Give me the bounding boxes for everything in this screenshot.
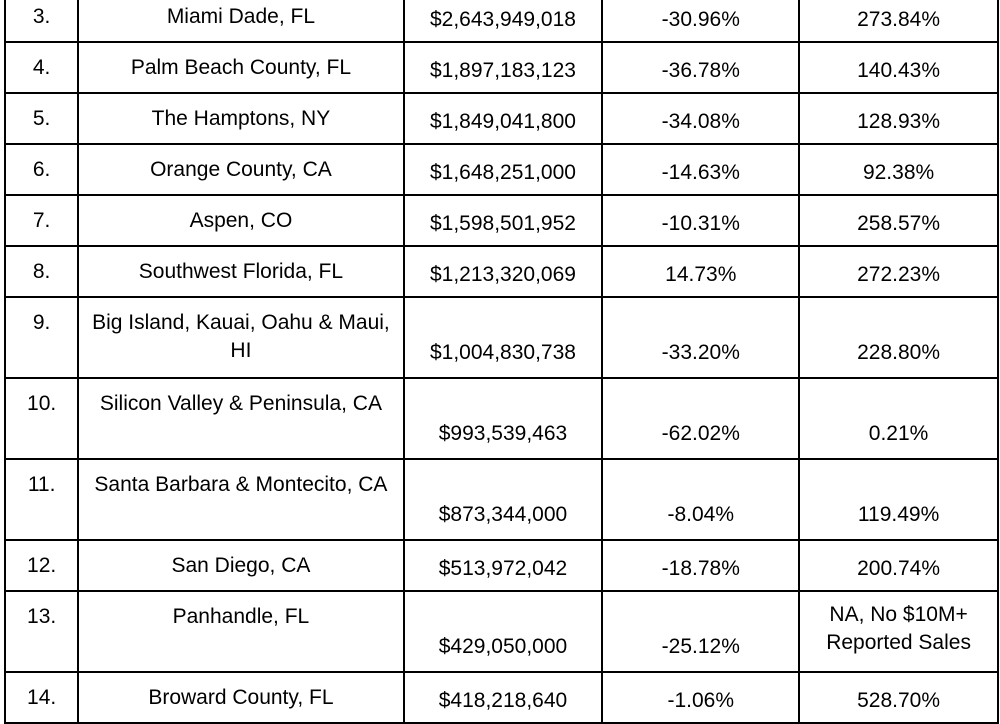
rank-cell: 4. (5, 42, 78, 93)
change-cell: 14.73% (602, 246, 799, 297)
rank-cell: 5. (5, 93, 78, 144)
other-cell: 272.23% (799, 246, 998, 297)
location-cell: The Hamptons, NY (78, 93, 403, 144)
sales-cell: $513,972,042 (404, 540, 603, 591)
table-row (5, 195, 998, 246)
sales-cell: $1,213,320,069 (404, 246, 603, 297)
location-cell: Silicon Valley & Peninsula, CA (78, 378, 403, 459)
other-cell: 200.74% (799, 540, 998, 591)
sales-cell: $1,897,183,123 (404, 42, 603, 93)
rank-cell: 11. (5, 459, 78, 540)
sales-cell: $873,344,000 (404, 459, 603, 540)
table-row (5, 540, 998, 591)
other-cell: 140.43% (799, 42, 998, 93)
table-row (5, 93, 998, 144)
change-cell: -30.96% (602, 0, 799, 42)
change-cell: -8.04% (602, 459, 799, 540)
change-cell: -18.78% (602, 540, 799, 591)
location-cell: Southwest Florida, FL (78, 246, 403, 297)
table-row (5, 672, 998, 723)
table-row (5, 42, 998, 93)
sales-cell: $429,050,000 (404, 591, 603, 672)
rank-cell: 3. (5, 0, 78, 42)
sales-cell: $1,648,251,000 (404, 144, 603, 195)
location-cell: Santa Barbara & Montecito, CA (78, 459, 403, 540)
other-cell: 119.49% (799, 459, 998, 540)
rank-cell: 10. (5, 378, 78, 459)
sales-cell: $1,598,501,952 (404, 195, 603, 246)
other-cell: 92.38% (799, 144, 998, 195)
table-row (5, 246, 998, 297)
location-cell: Broward County, FL (78, 672, 403, 723)
location-cell: Palm Beach County, FL (78, 42, 403, 93)
sales-cell: $993,539,463 (404, 378, 603, 459)
rank-cell: 7. (5, 195, 78, 246)
table-row (5, 297, 998, 378)
table-row (5, 459, 998, 540)
rank-cell: 14. (5, 672, 78, 723)
table-row (5, 378, 998, 459)
rank-cell: 8. (5, 246, 78, 297)
other-cell: NA, No $10M+ Reported Sales (799, 591, 998, 672)
change-cell: -25.12% (602, 591, 799, 672)
sales-cell: $1,004,830,738 (404, 297, 603, 378)
other-cell: 528.70% (799, 672, 998, 723)
other-cell: 258.57% (799, 195, 998, 246)
rank-cell: 12. (5, 540, 78, 591)
rank-cell: 9. (5, 297, 78, 378)
rank-cell: 6. (5, 144, 78, 195)
table-row (5, 591, 998, 672)
sales-cell: $2,643,949,018 (404, 0, 603, 42)
location-cell: Big Island, Kauai, Oahu & Maui, HI (78, 297, 403, 378)
rank-cell: 13. (5, 591, 78, 672)
location-cell: Miami Dade, FL (78, 0, 403, 42)
sales-cell: $418,218,640 (404, 672, 603, 723)
sales-cell: $1,849,041,800 (404, 93, 603, 144)
change-cell: -62.02% (602, 378, 799, 459)
change-cell: -10.31% (602, 195, 799, 246)
location-cell: Orange County, CA (78, 144, 403, 195)
market-sales-table (4, 0, 999, 724)
table-row (5, 144, 998, 195)
location-cell: San Diego, CA (78, 540, 403, 591)
table-row (5, 0, 998, 42)
other-cell: 0.21% (799, 378, 998, 459)
other-cell: 228.80% (799, 297, 998, 378)
change-cell: -36.78% (602, 42, 799, 93)
location-cell: Panhandle, FL (78, 591, 403, 672)
other-cell: 128.93% (799, 93, 998, 144)
change-cell: -34.08% (602, 93, 799, 144)
other-cell: 273.84% (799, 0, 998, 42)
change-cell: -1.06% (602, 672, 799, 723)
change-cell: -33.20% (602, 297, 799, 378)
location-cell: Aspen, CO (78, 195, 403, 246)
change-cell: -14.63% (602, 144, 799, 195)
